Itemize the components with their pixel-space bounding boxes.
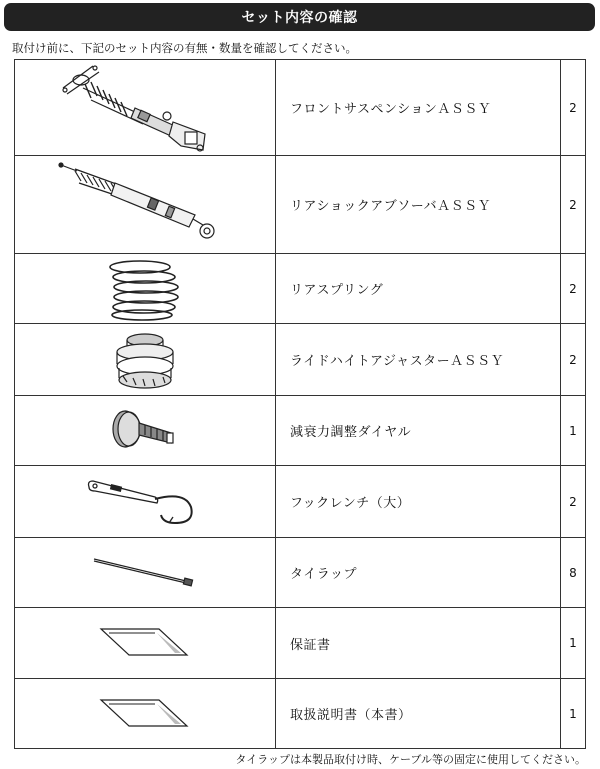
item-image-cell: [15, 254, 276, 324]
item-name: タイラップ: [276, 538, 561, 608]
table-row: [15, 466, 586, 538]
item-image-cell: [15, 466, 276, 538]
item-quantity: 1: [561, 679, 586, 749]
item-name: フックレンチ（大）: [276, 466, 561, 538]
table-row: [15, 608, 586, 679]
manual-icon: [95, 694, 195, 734]
item-quantity: 1: [561, 608, 586, 679]
table-row: [15, 679, 586, 749]
parts-table: [14, 59, 586, 749]
front-suspension-icon: [55, 62, 235, 154]
item-name: 減衰力調整ダイヤル: [276, 396, 561, 466]
item-image-cell: [15, 60, 276, 156]
item-name: 取扱説明書（本書）: [276, 679, 561, 749]
item-image-cell: [15, 679, 276, 749]
table-row: [15, 324, 586, 396]
item-image-cell: [15, 396, 276, 466]
item-name: 保証書: [276, 608, 561, 679]
table-row: [15, 538, 586, 608]
item-name: リアショックアブソーバＡＳＳＹ: [276, 156, 561, 254]
item-quantity: 2: [561, 60, 586, 156]
item-image-cell: [15, 538, 276, 608]
rear-shock-absorber-icon: [55, 161, 235, 249]
footnote: タイラップは本製品取付け時、ケーブル等の固定に使用してください。: [235, 753, 586, 766]
table-row: [15, 156, 586, 254]
rear-spring-icon: [100, 257, 190, 321]
item-quantity: 2: [561, 324, 586, 396]
item-quantity: 8: [561, 538, 586, 608]
item-quantity: 2: [561, 254, 586, 324]
item-name: リアスプリング: [276, 254, 561, 324]
damping-dial-icon: [105, 403, 185, 459]
item-quantity: 1: [561, 396, 586, 466]
item-image-cell: [15, 608, 276, 679]
intro-text: 取付け前に、下記のセット内容の有無・数量を確認してください。: [12, 41, 357, 55]
warranty-card-icon: [95, 623, 195, 663]
page-title: セット内容の確認: [4, 3, 595, 31]
table-row: [15, 254, 586, 324]
hook-wrench-icon: [85, 477, 205, 527]
tie-wrap-icon: [90, 555, 200, 591]
item-name: フロントサスペンションＡＳＳＹ: [276, 60, 561, 156]
item-quantity: 2: [561, 156, 586, 254]
ride-height-adjuster-icon: [105, 328, 185, 392]
item-image-cell: [15, 324, 276, 396]
item-name: ライドハイトアジャスターＡＳＳＹ: [276, 324, 561, 396]
item-quantity: 2: [561, 466, 586, 538]
table-row: [15, 60, 586, 156]
item-image-cell: [15, 156, 276, 254]
table-row: [15, 396, 586, 466]
